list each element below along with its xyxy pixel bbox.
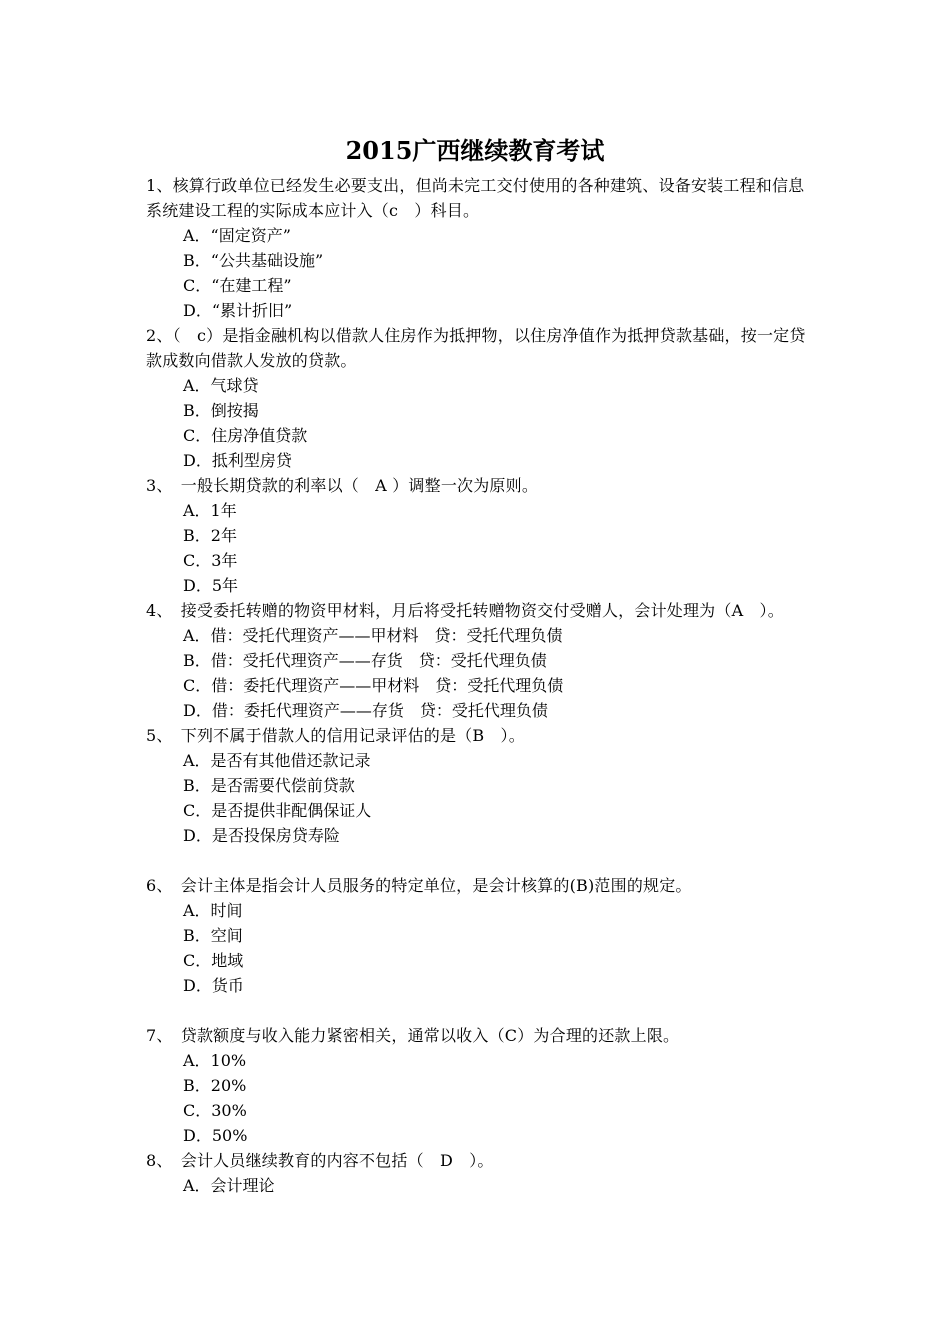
option-b: B．空间 <box>183 926 243 945</box>
question-1 <box>146 173 816 323</box>
option-d: D．50% <box>183 1126 248 1145</box>
question-text: 2、（ c）是指金融机构以借款人住房作为抵押物，以住房净值作为抵押贷款基础，按一定贷款成数向借款人发放的贷款。 <box>146 326 806 370</box>
option-b: B．倒按揭 <box>183 401 259 420</box>
option-a: A．时间 <box>183 901 243 920</box>
option-d: D．“累计折旧” <box>183 301 293 320</box>
question-text: 7、 贷款额度与收入能力紧密相关，通常以收入（C）为合理的还款上限。 <box>146 1026 680 1045</box>
option-d: D．货币 <box>183 976 244 995</box>
option-a: A．“固定资产” <box>183 226 291 245</box>
option-c: C．30% <box>183 1101 247 1120</box>
question-text: 6、 会计主体是指会计人员服务的特定单位，是会计核算的(B)范围的规定。 <box>146 876 692 895</box>
option-c: C．借：委托代理资产——甲材料 贷：受托代理负债 <box>183 676 564 695</box>
option-a: A．借：受托代理资产——甲材料 贷：受托代理负债 <box>183 626 563 645</box>
option-d: D．借：委托代理资产——存货 贷：受托代理负债 <box>183 701 548 720</box>
option-c: C．地域 <box>183 951 244 970</box>
option-b: B．20% <box>183 1076 247 1095</box>
blank-line <box>146 848 816 873</box>
option-a: A．1年 <box>183 501 237 520</box>
question-3 <box>146 473 816 598</box>
option-b: B．借：受托代理资产——存货 贷：受托代理负债 <box>183 651 547 670</box>
question-list <box>146 173 816 1198</box>
option-a: A．是否有其他借还款记录 <box>183 751 371 770</box>
question-8 <box>146 1148 816 1198</box>
option-a: A．会计理论 <box>183 1176 275 1195</box>
question-6 <box>146 873 816 998</box>
option-a: A．气球贷 <box>183 376 259 395</box>
question-text: 4、 接受委托转赠的物资甲材料，月后将受托转赠物资交付受赠人，会计处理为（A ）。 <box>146 601 784 620</box>
question-4 <box>146 598 816 723</box>
page-title: 2015广西继续教育考试 <box>345 136 605 165</box>
option-b: B．2年 <box>183 526 237 545</box>
option-d: D．5年 <box>183 576 239 595</box>
option-c: C．“在建工程” <box>183 276 292 295</box>
option-d: D．抵利型房贷 <box>183 451 292 470</box>
question-5 <box>146 723 816 848</box>
option-d: D．是否投保房贷寿险 <box>183 826 340 845</box>
question-2 <box>146 323 816 473</box>
option-a: A．10% <box>183 1051 247 1070</box>
option-c: C．住房净值贷款 <box>183 426 308 445</box>
option-b: B．“公共基础设施” <box>183 251 324 270</box>
option-c: C．3年 <box>183 551 238 570</box>
option-b: B．是否需要代偿前贷款 <box>183 776 355 795</box>
question-7 <box>146 1023 816 1148</box>
question-text: 5、 下列不属于借款人的信用记录评估的是（B ）。 <box>146 726 525 745</box>
question-text: 8、 会计人员继续教育的内容不包括（ D ）。 <box>146 1151 494 1170</box>
blank-line <box>146 998 816 1023</box>
question-text: 3、 一般长期贷款的利率以（ A ）调整一次为原则。 <box>146 476 539 495</box>
option-c: C．是否提供非配偶保证人 <box>183 801 372 820</box>
question-text: 1、核算行政单位已经发生必要支出，但尚未完工交付使用的各种建筑、设备安装工程和信息系统建设工程的实际成本应计入（c ）科目。 <box>146 176 805 220</box>
